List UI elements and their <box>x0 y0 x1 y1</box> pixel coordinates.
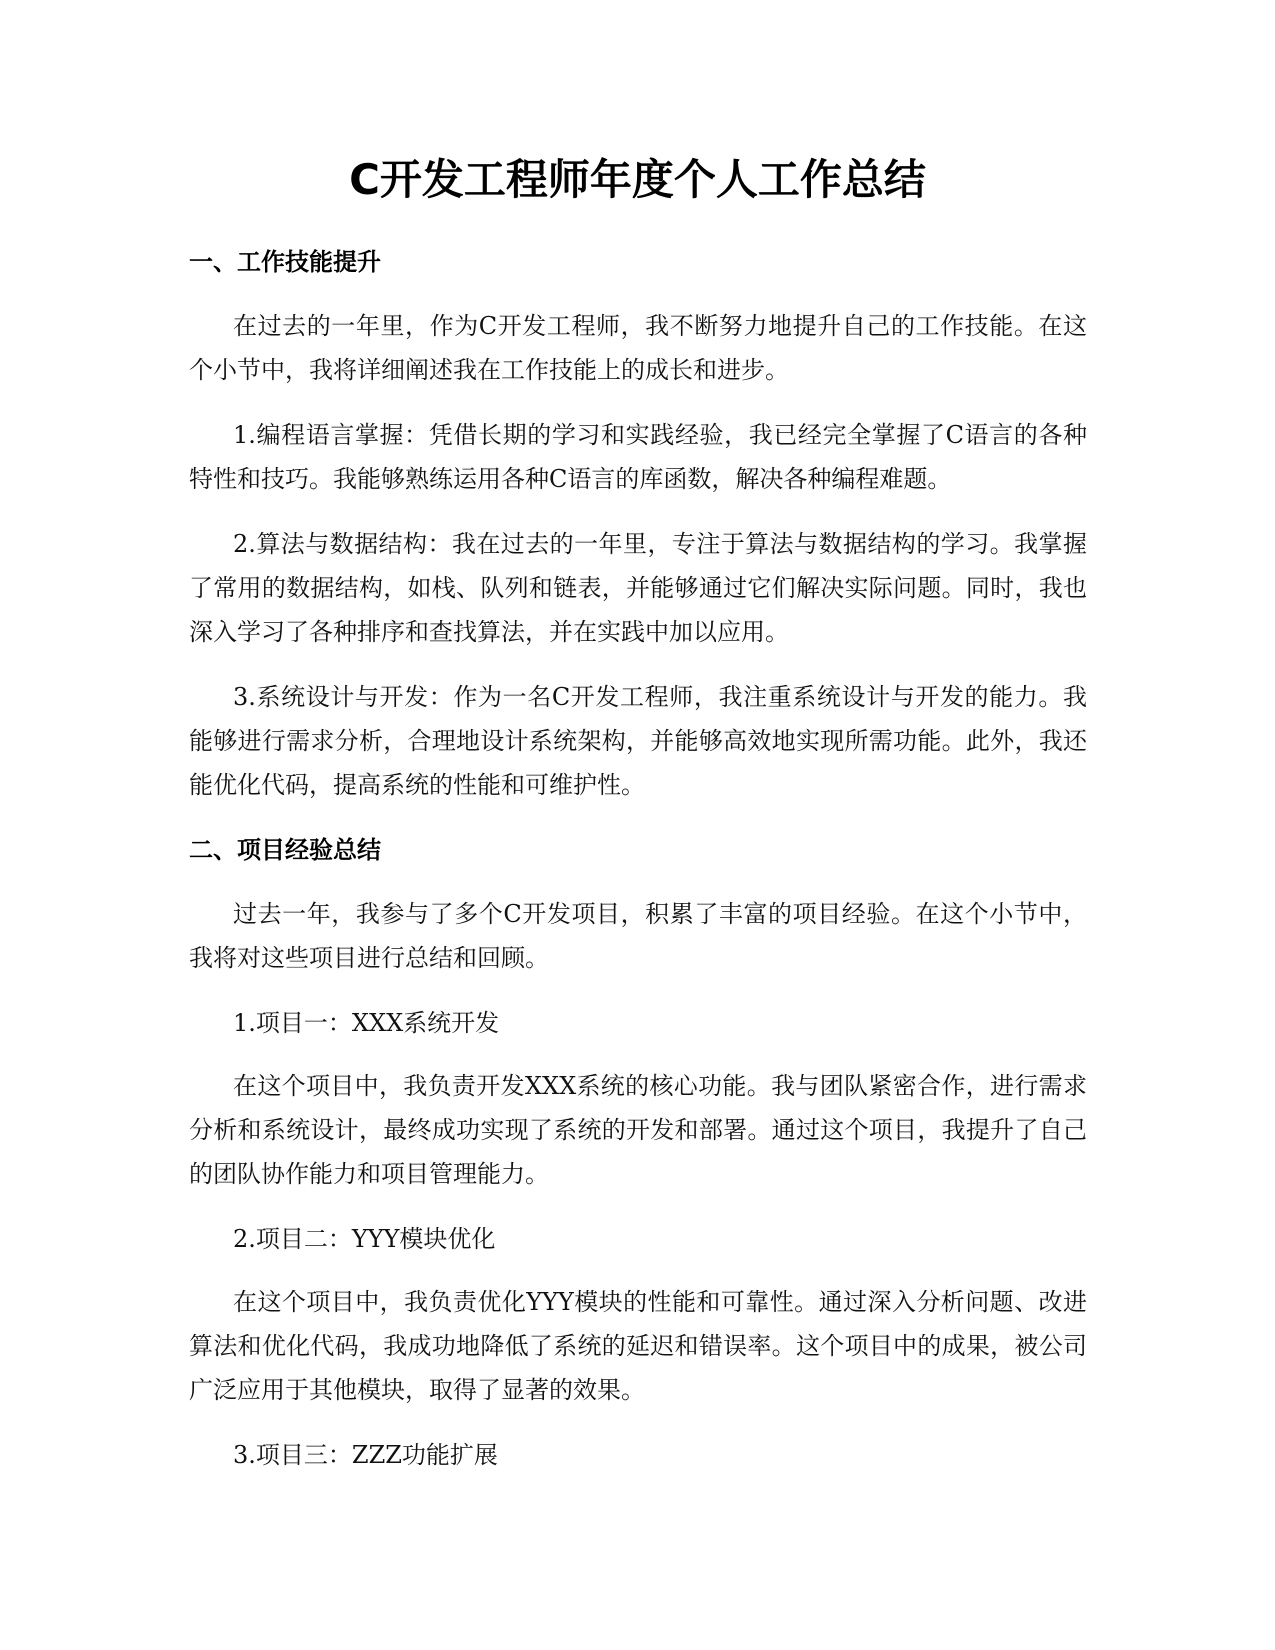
project-item-title: 2.项目二：YYY模块优化 <box>233 1225 496 1253</box>
paragraph: 过去一年，我参与了多个C开发项目，积累了丰富的项目经验。在这个小节中，我将对这些项目进行总结和回顾。 <box>189 900 1087 972</box>
paragraph: 1.编程语言掌握：凭借长期的学习和实践经验，我已经完全掌握了C语言的各种特性和技巧。我能够熟练运用各种C语言的库函数，解决各种编程难题。 <box>189 421 1087 493</box>
project-item-title: 3.项目三：ZZZ功能扩展 <box>233 1441 498 1469</box>
paragraph: 2.算法与数据结构：我在过去的一年里，专注于算法与数据结构的学习。我掌握了常用的数据结构，如栈、队列和链表，并能够通过它们解决实际问题。同时，我也深入学习了各种排序和查找算法，并在实践中加以应用。 <box>189 530 1087 646</box>
paragraph: 在过去的一年里，作为C开发工程师，我不断努力地提升自己的工作技能。在这个小节中，我将详细阐述我在工作技能上的成长和进步。 <box>189 312 1087 384</box>
project-item-title: 1.项目一：XXX系统开发 <box>233 1009 500 1037</box>
section-projects <box>189 828 1087 1477</box>
section-heading: 二、项目经验总结 <box>189 836 381 864</box>
document-title: C开发工程师年度个人工作总结 <box>349 155 926 204</box>
section-heading: 一、工作技能提升 <box>189 248 381 276</box>
paragraph: 在这个项目中，我负责开发XXX系统的核心功能。我与团队紧密合作，进行需求分析和系统设计，最终成功实现了系统的开发和部署。通过这个项目，我提升了自己的团队协作能力和项目管理能力。 <box>189 1072 1087 1188</box>
paragraph: 3.系统设计与开发：作为一名C开发工程师，我注重系统设计与开发的能力。我能够进行需求分析，合理地设计系统架构，并能够高效地实现所需功能。此外，我还能优化代码，提高系统的性能和可维护性。 <box>189 683 1087 799</box>
paragraph: 在这个项目中，我负责优化YYY模块的性能和可靠性。通过深入分析问题、改进算法和优化代码，我成功地降低了系统的延迟和错误率。这个项目中的成果，被公司广泛应用于其他模块，取得了显著的效果。 <box>189 1288 1087 1404</box>
document-body <box>189 240 1087 1496</box>
section-skills <box>189 240 1087 807</box>
